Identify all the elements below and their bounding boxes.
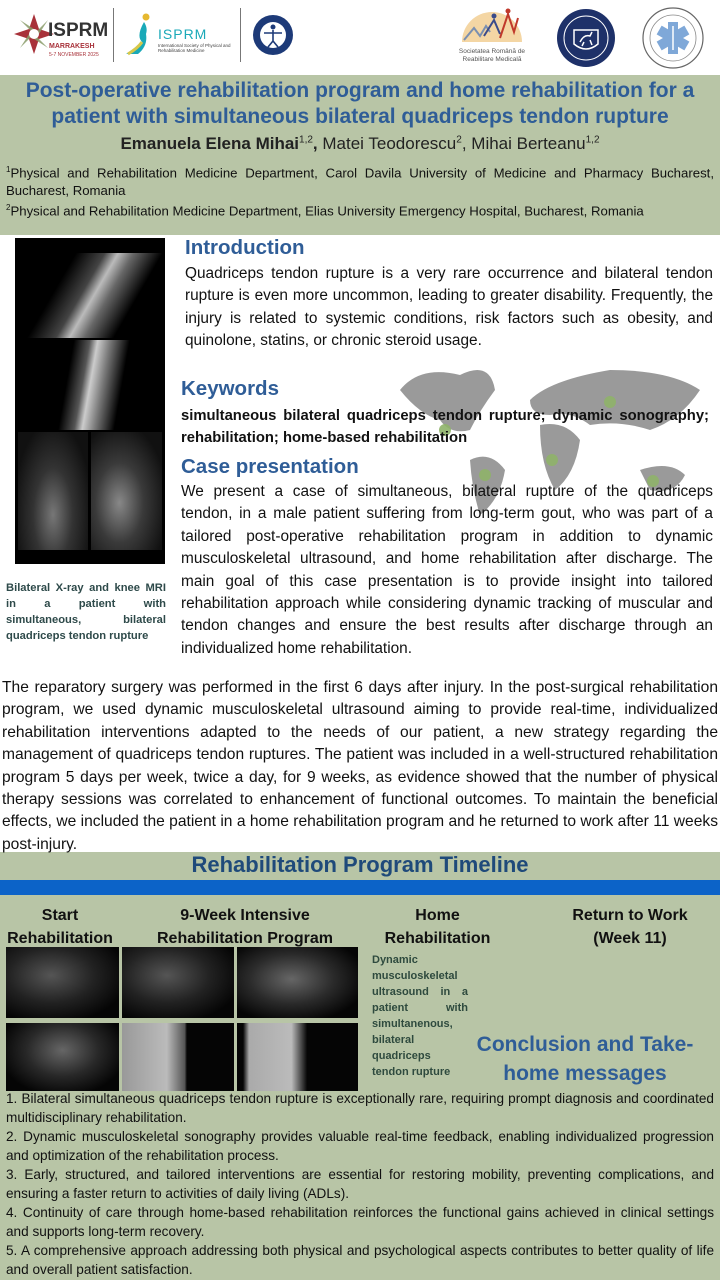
logo-header (0, 0, 720, 75)
xray-mri-caption: Bilateral X-ray and knee MRI in a patient with simultaneous, bilateral quadriceps tendon rupture (6, 582, 166, 642)
srrm-figures-icon (456, 6, 528, 46)
conclusion-heading: Conclusion and Take-home messages (476, 1033, 694, 1085)
authors-line: Emanuela Elena Mihai$^{1,2}$, Matei Teodorescu$^2$, Mihai Berteanu$^{1,2}$ (120, 134, 600, 153)
logo-divider (113, 8, 114, 62)
milestone-start-rehabilitation: Start Rehabilitation (7, 907, 113, 947)
ultrasound-image (237, 1023, 358, 1091)
case-presentation-heading: Case presentation (181, 455, 359, 478)
xray-image (18, 340, 162, 430)
timeline-bar (0, 880, 720, 895)
star-of-life-icon (640, 6, 706, 70)
case-presentation-text: We present a case of simultaneous, bilateral rupture of the quadriceps tendon, in a male patient suffering from long-term gout, who was part of a tailored post-operative rehabilitation program in addition to dynamic musculoskeletal ultrasound, and home rehabilitation after discharge. The main goal of this case presentation is to provide insight into tailored rehabilitation approach while considering dynamic tracking of muscular and tendon changes and ensure the best results after discharge through an individualized home rehabilitation. (181, 483, 713, 657)
ultrasound-caption: Dynamic musculoskeletal ultrasound in a patient with simultanenous, bilateral quadriceps tendon rupture (372, 954, 468, 1078)
isprm-congress-date: 5-7 NOVEMBER 2025 (49, 52, 99, 58)
somaref-seal (252, 14, 294, 56)
milestone-intensive-program: 9-Week Intensive Rehabilitation Program (156, 907, 334, 947)
somaref-vitruvian-icon (252, 14, 294, 56)
isprm-society-subtitle: International Society of Physical and Rehabilitation Medicine (158, 43, 231, 53)
author-name: Mihai Berteanu (471, 134, 586, 153)
isprm-congress-name: ISPRM (48, 20, 109, 41)
centaur-seal-icon (554, 8, 618, 68)
ultrasound-image (237, 947, 358, 1018)
mri-image (91, 432, 162, 550)
ultrasound-image (6, 1023, 119, 1091)
conclusion-item: 2. Dynamic musculoskeletal sonography provides valuable real-time feedback, enabling individualized progression and optimization of the rehabilitation process. (6, 1129, 714, 1163)
conclusion-item: 1. Bilateral simultaneous quadriceps tendon rupture is exceptionally rare, requiring prompt diagnosis and coordinated multidisciplinary rehabilitation. (6, 1091, 714, 1125)
map-pin-icon (546, 454, 558, 466)
affiliation-1: $^1$Physical and Rehabilitation Medicine Department, Carol Davila University of Medicine and Pharmacy Bucharest, Bucharest, Romania (6, 165, 714, 199)
map-pin-icon (479, 469, 491, 481)
introduction-heading: Introduction (185, 236, 305, 259)
keywords-heading: Keywords (181, 377, 279, 400)
isprm-figure-icon (124, 12, 154, 56)
conclusion-item: 4. Continuity of care through home-based rehabilitation reinforces the functional gains achieved in clinical settings and supports long-term recovery. (6, 1205, 714, 1239)
srrm-name: Societatea Română de Reabilitare Medicală (458, 48, 526, 63)
keywords-text: simultaneous bilateral quadriceps tendon rupture; dynamic sonography; rehabilitation; home-based rehabilitation (181, 408, 709, 446)
case-presentation-text-continued: The reparatory surgery was performed in the first 6 days after injury. In the post-surgical rehabilitation program, we used dynamic musculoskeletal ultrasound aiming to provide real-time, individualized rehabilitation interventions adapted to the needs of our patient, a new strategy regarding the management of quadriceps tendon ruptures. The patient was included in a well-structured rehabilitation program 5 days per week, twice a day, for 9 weeks, as evidence showed that the number of physical therapy sessions was correlated to enhancement of functional outcomes. To maintain the beneficial effects, we included the patient in a home rehabilitation program and he returned to work after 11 weeks post-injury. (2, 679, 718, 853)
elias-hospital-seal (640, 6, 706, 70)
conclusion-item: 3. Early, structured, and tailored interventions are essential for restoring mobility, preventing complications, and ensuring a faster return to activities of daily living (ADLs). (6, 1167, 714, 1201)
milestone-home-rehabilitation: Home Rehabilitation (384, 907, 491, 947)
ultrasound-image (122, 947, 234, 1018)
ultrasound-image (6, 947, 119, 1018)
author-name: Matei Teodorescu (322, 134, 457, 153)
xray-mri-figure (15, 238, 165, 564)
mri-image (18, 432, 88, 550)
isprm-society-name: ISPRM (158, 26, 208, 42)
isprm-society-logo (124, 12, 234, 58)
introduction-text: Quadriceps tendon rupture is a very rare occurrence and bilateral tendon rupture is even more uncommon, leading to greater disability. Frequently, the injury is related to systemic conditions, risk factors such as obesity, and quinolone, statins, or chronic steroid usage. (185, 265, 713, 350)
timeline-heading: Rehabilitation Program Timeline (191, 852, 529, 877)
carol-davila-seal (554, 8, 618, 68)
xray-image (18, 253, 162, 338)
isprm-congress-city: MARRAKESH (49, 43, 95, 50)
author-name: Emanuela Elena Mihai (120, 134, 300, 153)
conclusion-item: 5. A comprehensive approach addressing both physical and psychological aspects contributes to better quality of life and overall patient satisfaction. (6, 1243, 714, 1277)
logo-divider (240, 8, 241, 62)
isprm-congress-logo (14, 6, 109, 62)
srrm-logo (456, 6, 528, 68)
poster-title: Post-operative rehabilitation program and home rehabilitation for a patient with simultaneous bilateral quadriceps tendon rupture (25, 79, 695, 128)
milestone-return-to-work: Return to Work (Week 11) (572, 907, 688, 947)
affiliation-2: $^2$Physical and Rehabilitation Medicine Department, Elias University Emergency Hospital, Bucharest, Romania (6, 203, 644, 219)
ultrasound-image (122, 1023, 234, 1091)
